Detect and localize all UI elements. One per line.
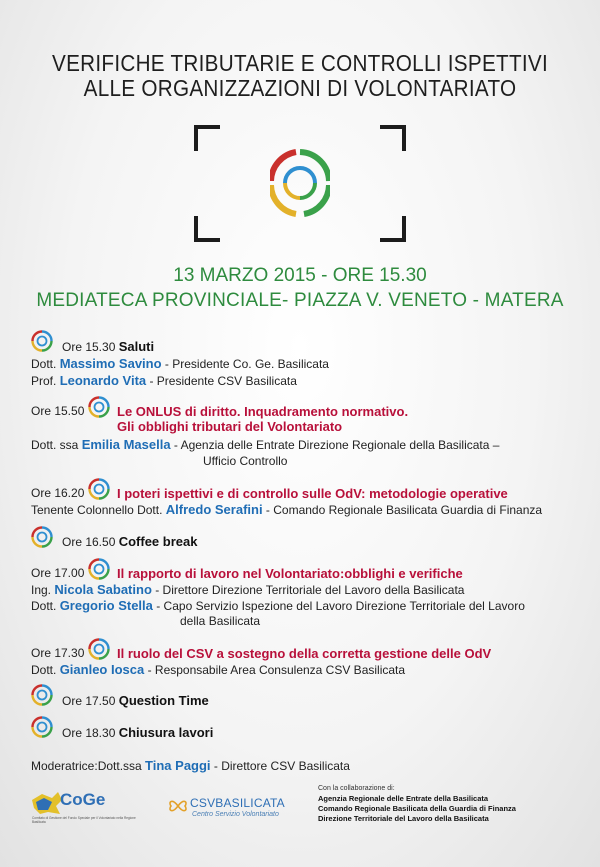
speaker-prefix: Dott.	[31, 663, 60, 677]
speaker-role: - Presidente Co. Ge. Basilicata	[161, 357, 329, 371]
session-saluti	[62, 339, 154, 354]
rings-bullet-icon	[31, 526, 53, 548]
speaker-role: - Presidente CSV Basilicata	[146, 374, 297, 388]
frame-corner-bl	[194, 216, 220, 242]
coge-logo	[30, 788, 140, 828]
speaker-line	[31, 598, 525, 613]
rings-bullet-icon	[88, 478, 110, 500]
collab-intro: Con la collaborazione di:	[318, 785, 395, 792]
session-title-text: Il ruolo del CSV a sostegno della corretta gestione delle OdV	[117, 646, 492, 661]
session-title: Question Time	[118, 693, 209, 708]
speaker-name: Gianleo Iosca	[59, 662, 145, 677]
session-title	[117, 404, 408, 419]
session-title: Saluti	[118, 339, 155, 354]
frame-corner-br	[380, 216, 406, 242]
csv-logo-text: CSVBASILICATA	[190, 796, 285, 810]
session-title	[117, 566, 463, 581]
speaker-name: Massimo Savino	[59, 356, 162, 371]
viewfinder-frame	[194, 125, 406, 242]
speaker-line	[31, 662, 405, 677]
speaker-role: - Comando Regionale Basilicata Guardia di Finanza	[262, 503, 543, 517]
rings-bullet-icon	[31, 716, 53, 738]
speaker-role: - Agenzia delle Entrate Direzione Regionale della Basilicata –	[170, 438, 500, 452]
session-time: Ore 17.30	[31, 646, 85, 660]
session-time: Ore 16.50	[62, 535, 116, 549]
session-time: Ore 15.30	[62, 340, 116, 354]
session-title: Coffee break	[118, 534, 198, 549]
event-date: 13 MARZO 2015 - ORE 15.30	[173, 265, 427, 286]
speaker-name: Emilia Masella	[81, 437, 171, 452]
speaker-role: - Capo Servizio Ispezione del Lavoro Direzione Territoriale del Lavoro	[152, 599, 525, 613]
session-closing	[62, 725, 213, 740]
rings-bullet-icon	[88, 638, 110, 660]
speaker-line	[31, 437, 499, 452]
session-time: Ore 15.50	[31, 404, 85, 418]
session-title-line1: Le ONLUS di diritto. Inquadramento normativo.	[117, 404, 409, 419]
speaker-prefix: Prof.	[31, 374, 60, 388]
speaker-prefix: Ing.	[31, 583, 55, 597]
collab-item: Direzione Territoriale del Lavoro della Basilicata	[318, 814, 489, 823]
session-question-time	[62, 693, 209, 708]
session-time: Ore 17.50	[62, 694, 116, 708]
speaker-name: Leonardo Vita	[59, 373, 147, 388]
speaker-name: Gregorio Stella	[59, 598, 153, 613]
session-title-text: I poteri ispettivi e di controllo sulle OdV: metodologie operative	[117, 486, 508, 501]
rings-bullet-icon	[31, 684, 53, 706]
speaker-line	[31, 582, 464, 597]
speaker-line	[31, 373, 297, 388]
session-title: Chiusura lavori	[118, 725, 214, 740]
rings-bullet-icon	[88, 396, 110, 418]
session-title	[117, 419, 342, 434]
moderator-line	[31, 758, 350, 773]
collab-item: Comando Regionale Basilicata della Guardia di Finanza	[318, 804, 516, 813]
rings-bullet-icon	[88, 558, 110, 580]
speaker-prefix: Dott.	[31, 599, 60, 613]
session-time: Ore 18.30	[62, 726, 116, 740]
session-title-line2: Gli obblighi tributari del Volontariato	[117, 419, 343, 434]
speaker-prefix: Dott.	[31, 357, 60, 371]
speaker-name: Nicola Sabatino	[54, 582, 152, 597]
title-line-1: VERIFICHE TRIBUTARIE E CONTROLLI ISPETTIVI	[52, 50, 548, 76]
csv-logo	[168, 794, 288, 826]
speaker-name: Alfredo Serafini	[165, 502, 263, 517]
title-line-2: ALLE ORGANIZZAZIONI DI VOLONTARIATO	[83, 75, 517, 101]
rings-bullet-icon	[31, 330, 53, 352]
collaboration-block	[318, 785, 516, 824]
frame-corner-tl	[194, 125, 220, 151]
session-title	[117, 486, 508, 501]
frame-corner-tr	[380, 125, 406, 151]
speaker-role-cont: della Basilicata	[180, 614, 261, 628]
session-title	[117, 646, 491, 661]
basilicata-map-icon	[30, 790, 64, 816]
speaker-role-cont: Ufficio Controllo	[203, 454, 288, 468]
coge-small-text: Comitato di Gestione del Fondo Speciale per il Volontariato nella Regione Basilicata	[32, 816, 136, 824]
moderator-role: - Direttore CSV Basilicata	[210, 759, 350, 773]
coge-logo-text: CoGe	[60, 790, 106, 809]
moderator-prefix: Moderatrice:Dott.ssa	[31, 759, 146, 773]
event-venue: MEDIATECA PROVINCIALE- PIAZZA V. VENETO - MATERA	[36, 290, 564, 311]
csv-sub-text: Centro Servizio Volontariato	[192, 811, 279, 818]
speaker-prefix: Dott. ssa	[31, 438, 82, 452]
moderator-name: Tina Paggi	[145, 758, 211, 773]
session-time: Ore 17.00	[31, 566, 85, 580]
session-time: Ore 16.20	[31, 486, 85, 500]
session-coffee	[62, 534, 197, 549]
speaker-prefix: Tenente Colonnello Dott.	[31, 503, 166, 517]
csv-butterfly-icon	[168, 796, 188, 816]
rings-logo-icon	[270, 143, 330, 221]
speaker-role: - Responsabile Area Consulenza CSV Basilicata	[144, 663, 406, 677]
speaker-line	[31, 356, 329, 371]
speaker-line	[31, 502, 542, 517]
collab-item: Agenzia Regionale delle Entrate della Basilicata	[318, 794, 489, 803]
session-title-text: Il rapporto di lavoro nel Volontariato:obblighi e verifiche	[117, 566, 463, 581]
speaker-role: - Direttore Direzione Territoriale del Lavoro della Basilicata	[151, 583, 465, 597]
